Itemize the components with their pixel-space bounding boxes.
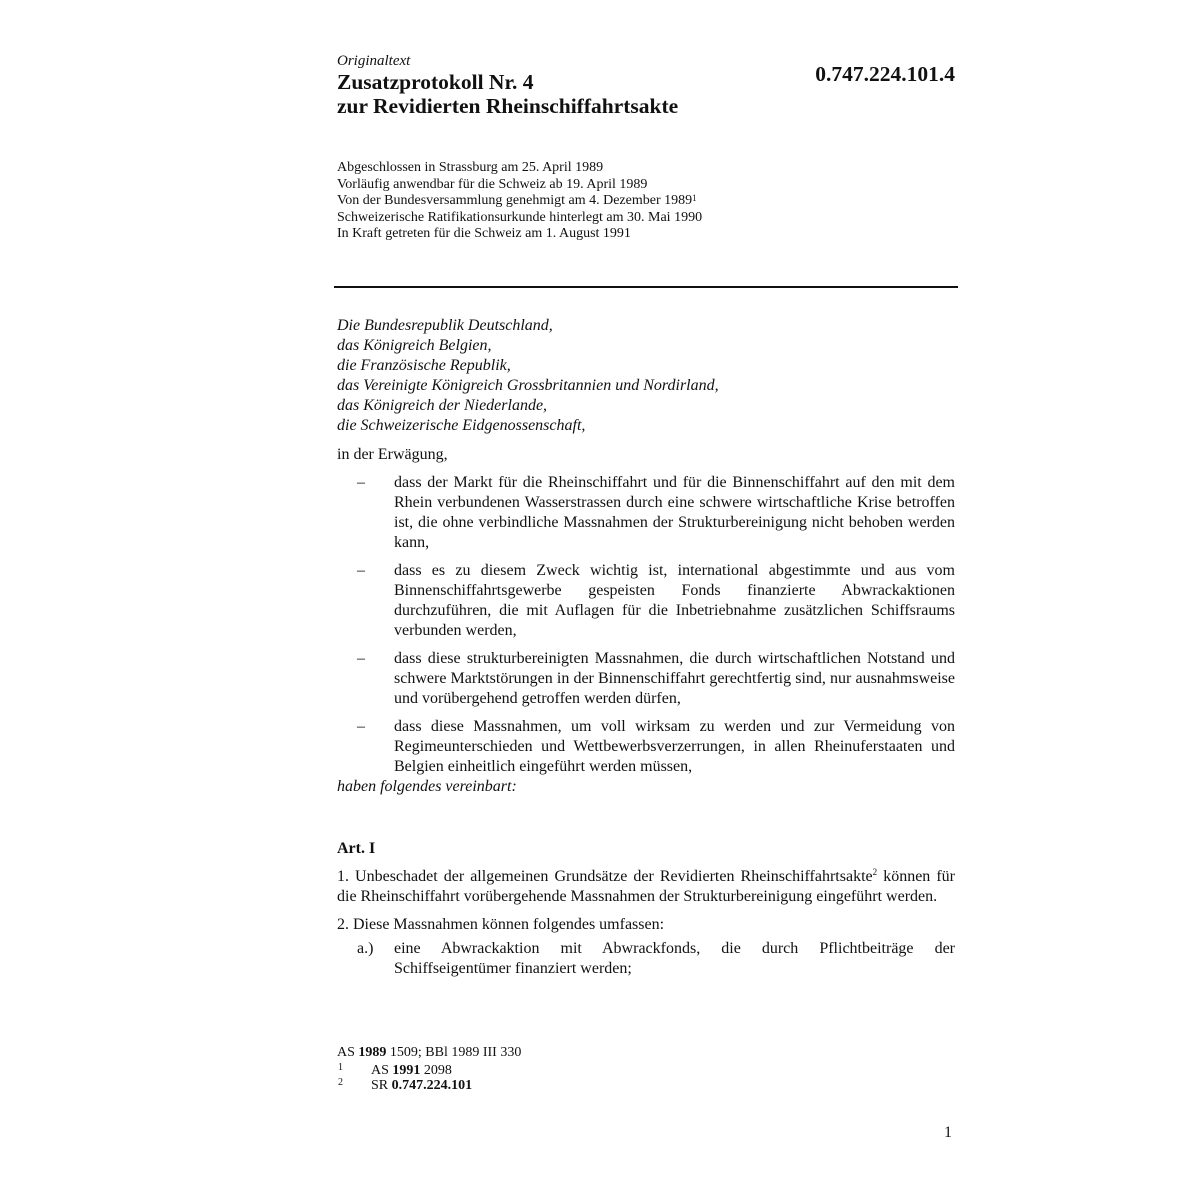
consideration-text: dass der Markt für die Rheinschiffahrt und für die Binnenschiffahrt auf den mit dem Rhein verbundenen Wasserstrassen durch eine schwere wirtschaftliche Krise betroffen ist, die ohne verbindliche Massnahmen der Strukturbereinigung nicht behoben werden kann, [394,474,955,551]
contracting-parties [337,316,958,436]
consideration-text: dass diese Massnahmen, um voll wirksam zu werden und zur Vermeidung von Regimeunterschieden und Wettbewerbsverzerrungen, in allen Rheinuferstaaten und Belgien einheitlich eingeführt werden müssen, [394,718,955,775]
treaty-meta [337,160,958,243]
paragraph-1-rest: können für die Rheinschiffahrt vorübergehende Massnahmen der Strukturbereinigung eingeführt werden. [337,868,955,905]
official-source [337,1044,957,1061]
original-text-label: Originaltext [337,53,411,69]
as-year: 1989 [358,1045,387,1060]
footnote-prefix: AS [371,1063,389,1078]
list-label: a.) [357,940,374,957]
as-rest: 1509; BBl 1989 III 330 [389,1045,522,1060]
footnote-ref-1[interactable]: 1 [692,193,697,204]
footnote-1 [337,1063,957,1078]
meta-approved [337,193,958,210]
party: das Vereinigte Königreich Grossbritannien und Nordirland, [337,377,719,394]
party: das Königreich Belgien, [337,337,492,354]
article-heading: Art. I [337,840,376,857]
preamble-closing: haben folgendes vereinbart: [337,778,517,795]
footnote-sr-link[interactable]: 0.747.224.101 [391,1078,473,1093]
party: das Königreich der Niederlande, [337,397,548,414]
article-paragraph-1 [337,867,955,907]
consideration-text: dass es zu diesem Zweck wichtig ist, international abgestimmte und aus vom Binnenschiffahrtsgewerbe gespeisten Fonds finanzierte Abwrackaktionen durchzuführen, die mit Auflagen für die Inbetriebnahme zusätzlichen Schiffsraums verbunden werden, [394,562,955,639]
footnote-2 [337,1078,957,1093]
footnote-rest: 2098 [423,1063,452,1078]
consideration-text: dass diese strukturbereinigten Massnahmen, die durch wirtschaftlichen Notstand und schwere Marktstörungen in der Binnenschiffahrt gerechtfertig sind, nur ausnahmsweise und vorübergehend getroffen werden dürfen, [394,650,955,707]
header-divider [334,286,958,288]
meta-provisional: Vorläufig anwendbar für die Schweiz ab 19. April 1989 [337,176,648,192]
footnote-prefix: SR [371,1078,389,1093]
footnote-year: 1991 [392,1063,421,1078]
paragraph-1-text: 1. Unbeschadet der allgemeinen Grundsätze der Revidierten Rheinschiffahrtsakte [337,868,873,885]
meta-concluded: Abgeschlossen in Strassburg am 25. April 1989 [337,160,604,175]
title-block [337,52,958,124]
consideration-item [337,649,955,709]
consideration-item [337,717,955,777]
dash-bullet: – [357,474,365,491]
page-number: 1 [944,1124,952,1141]
article-list-item-a [337,939,955,979]
meta-approved-text: Von der Bundesversammlung genehmigt am 4. Dezember 1989 [337,193,693,209]
list-item-text: eine Abwrackaktion mit Abwrackfonds, die durch Pflichtbeiträge der Schiffseigentümer finanziert werden; [394,940,955,977]
footnote-ref-2[interactable]: 2 [872,867,878,877]
meta-in-force: In Kraft getreten für die Schweiz am 1. August 1991 [337,226,631,242]
dash-bullet: – [357,562,365,579]
title-line-1: Zusatzprotokoll Nr. 4 [337,70,534,94]
dash-bullet: – [357,650,365,667]
footnote-number: 2 [338,1077,343,1088]
footnotes [337,1044,957,1093]
consideration-item [337,473,955,553]
sr-number: 0.747.224.101.4 [815,62,955,86]
dash-bullet: – [357,718,365,735]
footnote-number: 1 [338,1062,343,1073]
document-body [337,445,955,979]
party: die Französische Republik, [337,357,511,374]
as-prefix: AS [337,1045,355,1060]
preamble-intro: in der Erwägung, [337,446,448,463]
party: die Schweizerische Eidgenossenschaft, [337,417,586,434]
document-header [337,52,958,243]
consideration-item [337,561,955,641]
meta-ratification: Schweizerische Ratifikationsurkunde hinterlegt am 30. Mai 1990 [337,209,703,225]
title-line-2: zur Revidierten Rheinschiffahrtsakte [337,94,679,118]
article-paragraph-2: 2. Diese Massnahmen können folgendes umfassen: [337,916,665,933]
party: Die Bundesrepublik Deutschland, [337,317,553,334]
